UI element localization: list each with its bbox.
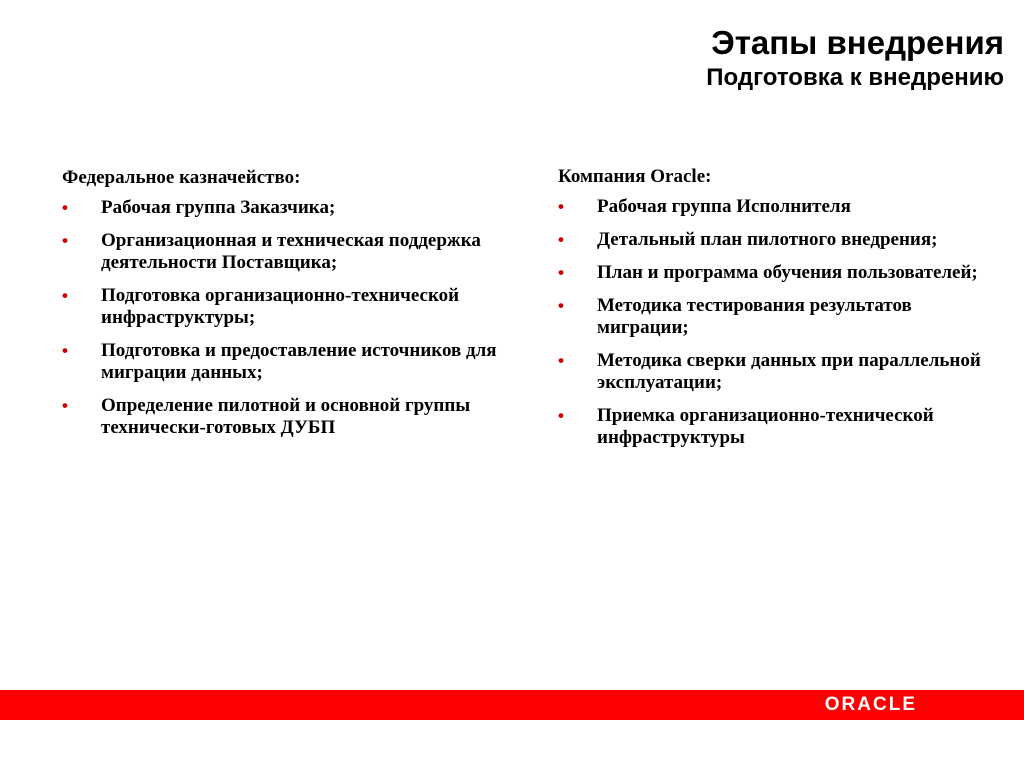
slide-title: Этапы внедрения — [711, 24, 1004, 61]
list-item-text: Организационная и техническая поддержка деятельности Поставщика; — [101, 230, 481, 273]
list-item — [558, 295, 1008, 339]
list-item — [558, 196, 1008, 218]
bullet-icon: • — [62, 286, 68, 305]
list-item-text: Детальный план пилотного внедрения; — [597, 229, 938, 250]
list-item-text: Подготовка и предоставление источников для миграции данных; — [101, 340, 497, 383]
bullet-icon: • — [62, 198, 68, 217]
bullet-icon: • — [62, 231, 68, 250]
footer-bar — [0, 690, 1024, 720]
list-item-text: Рабочая группа Заказчика; — [101, 197, 336, 218]
left-column — [62, 167, 512, 450]
list-item-text: Методика сверки данных при параллельной эксплуатации; — [597, 350, 981, 393]
bullet-icon: • — [558, 406, 564, 425]
list-item-text: План и программа обучения пользователей; — [597, 262, 978, 283]
slide-subtitle: Подготовка к внедрению — [706, 64, 1004, 91]
left-column-heading: Федеральное казначейство: — [62, 167, 301, 188]
list-item-text: Подготовка организационно-технической инфраструктуры; — [101, 285, 460, 328]
list-item — [558, 262, 1008, 284]
bullet-icon: • — [558, 230, 564, 249]
bullet-icon: • — [62, 396, 68, 415]
list-item — [558, 229, 1008, 251]
list-item-text: Методика тестирования результатов миграции; — [597, 295, 912, 338]
bullet-icon: • — [558, 351, 564, 370]
bullet-icon: • — [62, 341, 68, 360]
list-item — [62, 340, 512, 384]
list-item-text: Определение пилотной и основной группы технически-готовых ДУБП — [101, 395, 471, 438]
bullet-icon: • — [558, 296, 564, 315]
list-item — [558, 405, 1008, 449]
right-column-heading: Компания Oracle: — [558, 166, 712, 187]
right-bullet-list — [558, 196, 1008, 449]
list-item-text: Рабочая группа Исполнителя — [597, 196, 851, 217]
list-item-text: Приемка организационно-технической инфраструктуры — [597, 405, 934, 448]
list-item — [62, 197, 512, 219]
right-column — [558, 166, 1008, 460]
bullet-icon: • — [558, 263, 564, 282]
list-item — [62, 395, 512, 439]
list-item — [558, 350, 1008, 394]
slide-title-block — [706, 22, 1004, 92]
oracle-logo: ORACLE — [824, 694, 917, 715]
list-item — [62, 285, 512, 329]
bullet-icon: • — [558, 197, 564, 216]
list-item — [62, 230, 512, 274]
left-bullet-list — [62, 197, 512, 439]
